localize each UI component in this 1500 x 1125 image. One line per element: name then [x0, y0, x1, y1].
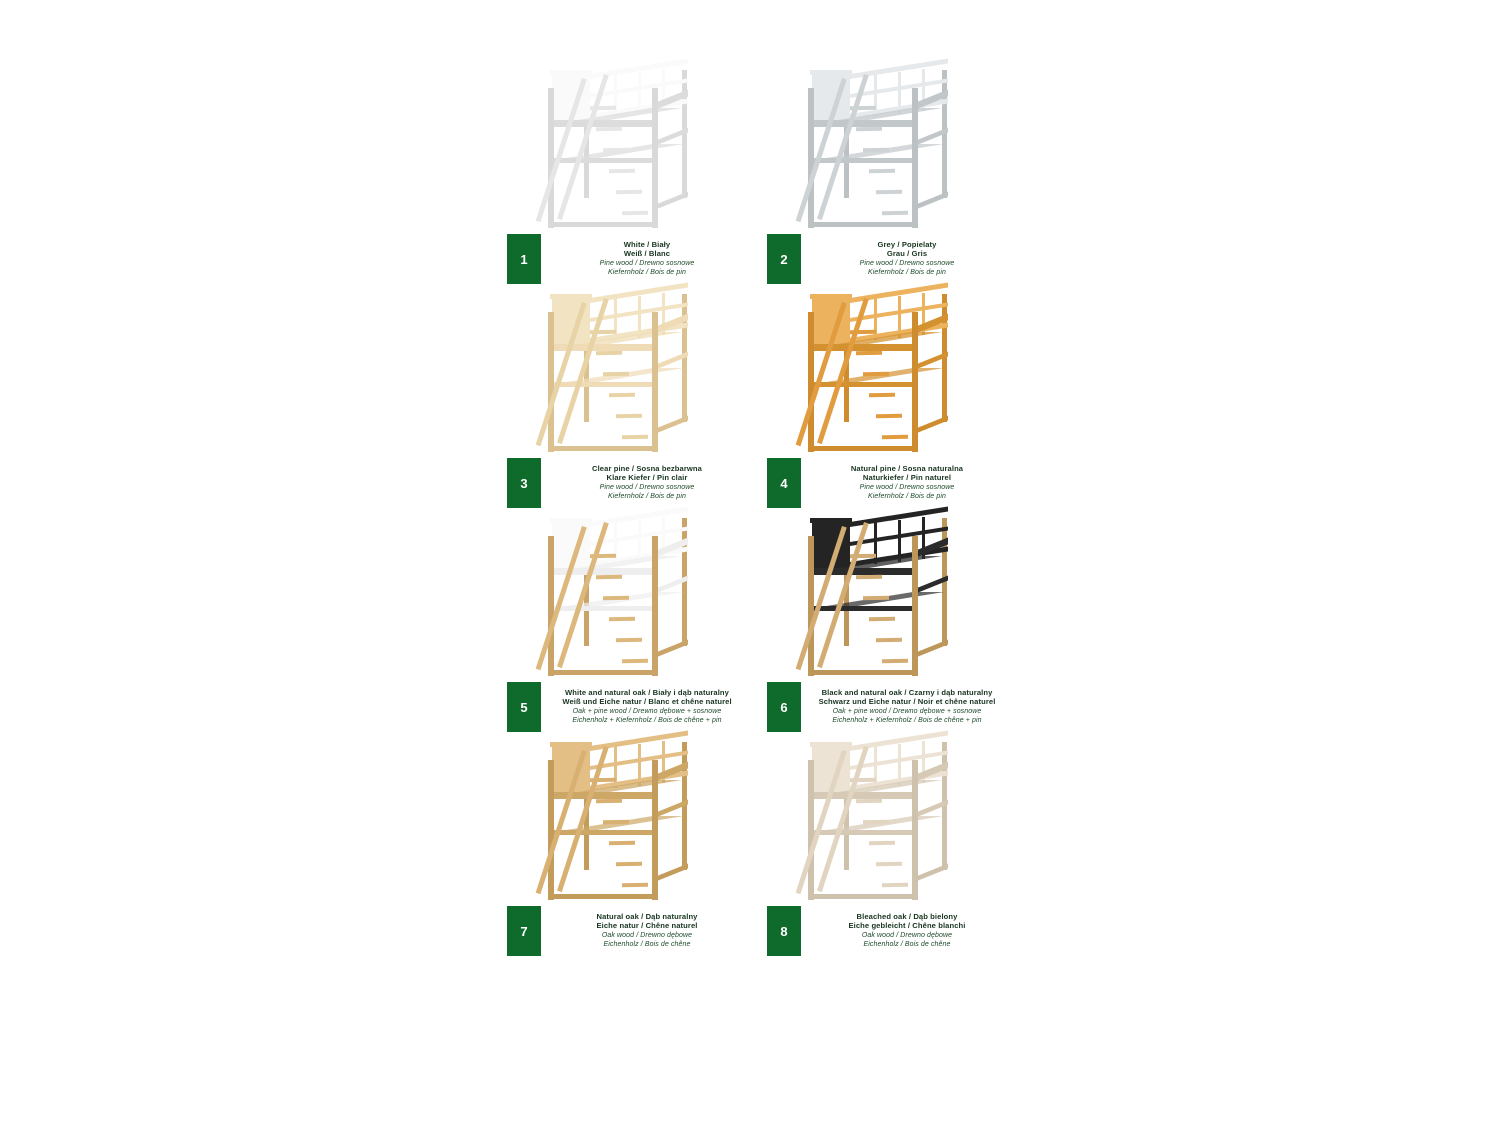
- bed-image-6: [790, 508, 990, 678]
- caption-line-4: Eichenholz + Kiefernholz / Bois de chêne + pin: [832, 717, 982, 725]
- option-cell-6[interactable]: [760, 508, 1020, 732]
- option-number-badge: 4: [767, 458, 801, 508]
- caption-row-1: [507, 234, 753, 284]
- caption-row-6: [767, 682, 1013, 732]
- loft-bed-illustration: [790, 508, 990, 678]
- caption-line-3: Pine wood / Drewno sosnowe: [599, 483, 695, 491]
- option-row: [500, 732, 1020, 956]
- caption-line-3: Pine wood / Drewno sosnowe: [599, 259, 695, 267]
- option-cell-8[interactable]: [760, 732, 1020, 956]
- option-row: [500, 508, 1020, 732]
- caption-line-1: Natural pine / Sosna naturalna: [850, 463, 964, 473]
- option-caption: [541, 240, 753, 278]
- caption-line-3: Oak wood / Drewno dębowe: [601, 931, 693, 939]
- caption-line-2: Naturkiefer / Pin naturel: [862, 473, 952, 483]
- caption-line-1: Grey / Popielaty: [877, 239, 937, 249]
- option-caption: [801, 464, 1013, 502]
- loft-bed-illustration: [530, 508, 730, 678]
- option-number-badge: 1: [507, 234, 541, 284]
- option-cell-7[interactable]: [500, 732, 760, 956]
- caption-line-2: Weiß / Blanc: [623, 249, 671, 259]
- caption-line-1: White / Biały: [623, 239, 671, 249]
- loft-bed-illustration: [530, 284, 730, 454]
- caption-line-3: Oak + pine wood / Drewno dębowe + sosnowe: [572, 707, 722, 715]
- caption-line-2: Schwarz und Eiche natur / Noir et chêne naturel: [818, 697, 996, 707]
- caption-line-2: Eiche gebleicht / Chêne blanchi: [848, 921, 966, 931]
- caption-line-3: Pine wood / Drewno sosnowe: [859, 483, 955, 491]
- caption-line-4: Eichenholz + Kiefernholz / Bois de chêne + pin: [572, 717, 722, 725]
- option-number-badge: 8: [767, 906, 801, 956]
- caption-row-7: [507, 906, 753, 956]
- option-caption: [541, 688, 753, 726]
- caption-line-2: Klare Kiefer / Pin clair: [606, 473, 688, 483]
- option-cell-4[interactable]: [760, 284, 1020, 508]
- loft-bed-illustration: [530, 60, 730, 230]
- option-cell-5[interactable]: [500, 508, 760, 732]
- option-caption: [541, 912, 753, 950]
- loft-bed-illustration: [790, 732, 990, 902]
- option-number-badge: 3: [507, 458, 541, 508]
- caption-line-1: White and natural oak / Biały i dąb naturalny: [565, 687, 729, 697]
- option-number-badge: 2: [767, 234, 801, 284]
- caption-line-4: Kiefernholz / Bois de pin: [868, 493, 946, 501]
- caption-line-1: Natural oak / Dąb naturalny: [596, 911, 698, 921]
- caption-line-4: Kiefernholz / Bois de pin: [608, 269, 686, 277]
- option-grid: [500, 60, 1020, 956]
- bed-image-1: [530, 60, 730, 230]
- loft-bed-illustration: [790, 60, 990, 230]
- bed-image-5: [530, 508, 730, 678]
- caption-line-2: Weiß und Eiche natur / Blanc et chêne naturel: [562, 697, 732, 707]
- caption-row-3: [507, 458, 753, 508]
- caption-line-3: Pine wood / Drewno sosnowe: [859, 259, 955, 267]
- caption-line-1: Bleached oak / Dąb bielony: [856, 911, 958, 921]
- bed-image-4: [790, 284, 990, 454]
- caption-line-4: Kiefernholz / Bois de pin: [868, 269, 946, 277]
- option-caption: [801, 240, 1013, 278]
- caption-line-3: Oak + pine wood / Drewno dębowe + sosnowe: [832, 707, 982, 715]
- option-number-badge: 5: [507, 682, 541, 732]
- option-row: [500, 284, 1020, 508]
- caption-row-4: [767, 458, 1013, 508]
- caption-line-1: Clear pine / Sosna bezbarwna: [592, 463, 702, 473]
- caption-line-4: Eichenholz / Bois de chêne: [863, 941, 951, 949]
- loft-bed-illustration: [530, 732, 730, 902]
- caption-line-4: Kiefernholz / Bois de pin: [608, 493, 686, 501]
- caption-row-2: [767, 234, 1013, 284]
- caption-row-8: [767, 906, 1013, 956]
- option-cell-1[interactable]: [500, 60, 760, 284]
- option-cell-3[interactable]: [500, 284, 760, 508]
- bed-image-8: [790, 732, 990, 902]
- caption-line-1: Black and natural oak / Czarny i dąb naturalny: [821, 687, 993, 697]
- caption-line-2: Grau / Gris: [886, 249, 928, 259]
- loft-bed-illustration: [790, 284, 990, 454]
- bed-image-7: [530, 732, 730, 902]
- option-cell-2[interactable]: [760, 60, 1020, 284]
- option-caption: [801, 688, 1013, 726]
- caption-row-5: [507, 682, 753, 732]
- bed-image-3: [530, 284, 730, 454]
- option-number-badge: 6: [767, 682, 801, 732]
- option-row: [500, 60, 1020, 284]
- bed-image-2: [790, 60, 990, 230]
- option-caption: [801, 912, 1013, 950]
- caption-line-2: Eiche natur / Chêne naturel: [596, 921, 698, 931]
- option-caption: [541, 464, 753, 502]
- caption-line-4: Eichenholz / Bois de chêne: [603, 941, 691, 949]
- option-number-badge: 7: [507, 906, 541, 956]
- caption-line-3: Oak wood / Drewno dębowe: [861, 931, 953, 939]
